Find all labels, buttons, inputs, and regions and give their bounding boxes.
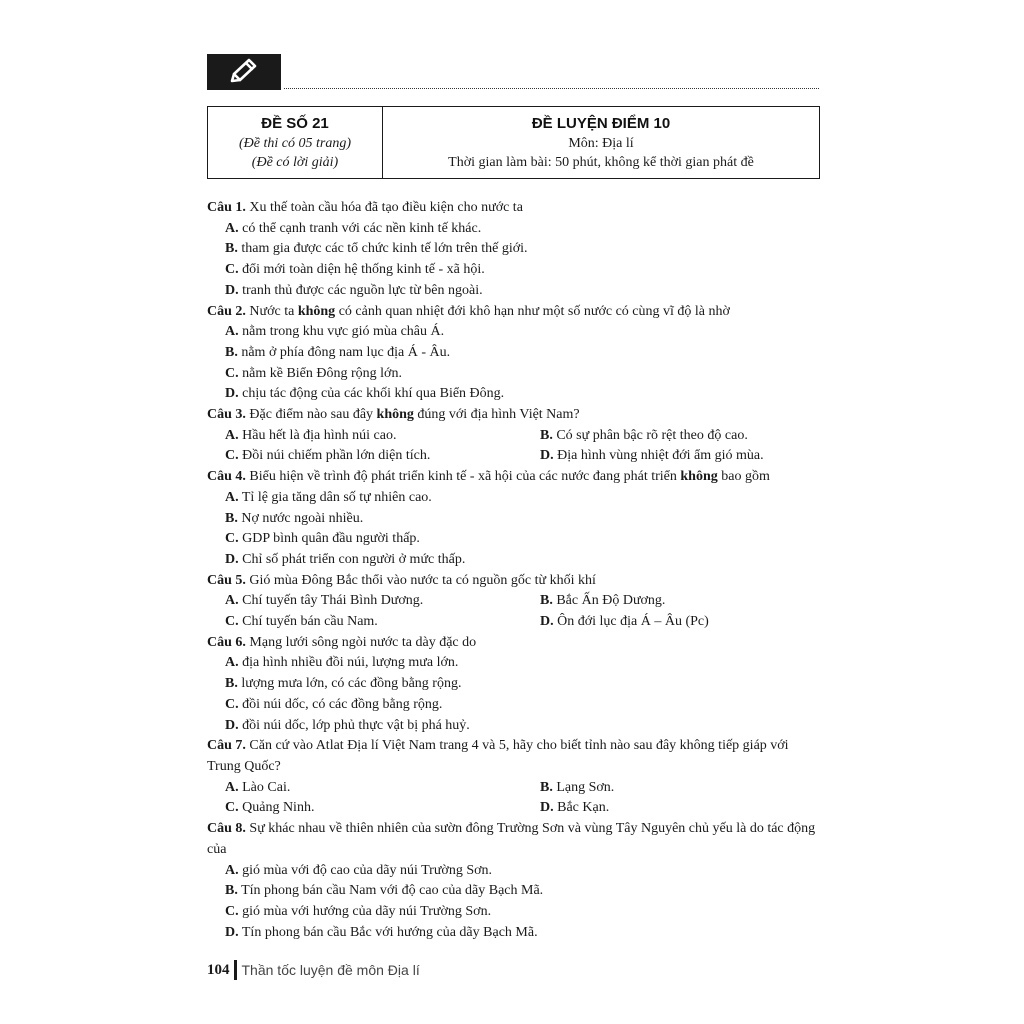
- option-text: Bắc Ấn Độ Dương.: [552, 593, 666, 609]
- option-text: đồi núi dốc, lớp phủ thực vật bị phá huỷ.: [238, 717, 470, 733]
- option-text: Tỉ lệ gia tăng dân số tự nhiên cao.: [238, 489, 432, 505]
- answer-option: [225, 591, 540, 612]
- answer-option: [225, 716, 820, 737]
- answer-option: [225, 281, 820, 302]
- answer-options: [207, 426, 820, 467]
- option-label: B.: [225, 344, 238, 360]
- option-text: gió mùa với độ cao của dãy núi Trường Sơn.: [238, 862, 493, 878]
- answer-option: [225, 488, 820, 509]
- option-label: B.: [540, 593, 553, 609]
- option-label: C.: [225, 448, 239, 464]
- question-text: bao gồm: [717, 469, 770, 485]
- answer-option: [225, 881, 820, 902]
- answer-option: [225, 778, 540, 799]
- answer-options: [207, 653, 820, 736]
- option-text: địa hình nhiều đồi núi, lượng mưa lớn.: [238, 655, 459, 671]
- option-text: Bắc Kạn.: [553, 800, 610, 816]
- answer-option: [225, 861, 820, 882]
- question-label: Câu 6.: [207, 634, 246, 650]
- option-label: A.: [225, 220, 239, 236]
- option-text: tham gia được các tổ chức kinh tế lớn trên thế giới.: [237, 241, 528, 257]
- answer-options: [207, 778, 820, 819]
- header-dotted-rule: [284, 88, 819, 89]
- question-label: Câu 4.: [207, 469, 246, 485]
- question-label: Câu 3.: [207, 407, 246, 423]
- option-text: Lạng Sơn.: [552, 779, 615, 795]
- option-text: Tín phong bán cầu Nam với độ cao của dãy Bạch Mã.: [237, 883, 544, 899]
- question-label: Câu 1.: [207, 200, 246, 215]
- question-list: [207, 198, 820, 943]
- option-label: A.: [225, 862, 239, 878]
- question-text: Biểu hiện về trình độ phát triển kinh tế - xã hội của các nước đang phát triển: [245, 469, 681, 485]
- option-label: B.: [540, 427, 553, 443]
- question-3: [207, 405, 820, 467]
- question-text: Sự khác nhau về thiên nhiên của sườn đông Trường Sơn và vùng Tây Nguyên chủ yếu là do tác động của: [207, 821, 816, 857]
- option-label: D.: [225, 282, 239, 298]
- book-title: Thần tốc luyện đề môn Địa lí: [241, 962, 420, 978]
- answer-option: [225, 612, 540, 633]
- option-text: Có sự phân bậc rõ rệt theo độ cao.: [552, 427, 748, 443]
- option-label: C.: [225, 696, 239, 712]
- answer-options: [207, 219, 820, 302]
- question-stem: [207, 571, 820, 592]
- answer-option: [225, 426, 540, 447]
- exam-number: ĐỀ SỐ 21: [261, 115, 329, 132]
- option-text: Chí tuyến bán cầu Nam.: [238, 614, 378, 630]
- option-text: nằm kề Biển Đông rộng lớn.: [238, 365, 402, 381]
- option-text: Lào Cai.: [238, 779, 291, 795]
- option-text: tranh thủ được các nguồn lực từ bên ngoài.: [238, 282, 483, 298]
- answer-option: [225, 219, 820, 240]
- question-stem: [207, 819, 820, 860]
- option-label: C.: [225, 903, 239, 919]
- answer-options: [207, 322, 820, 405]
- answer-option: [225, 239, 820, 260]
- question-label: Câu 5.: [207, 572, 246, 588]
- question-text: Gió mùa Đông Bắc thổi vào nước ta có nguồn gốc từ khối khí: [245, 572, 596, 588]
- question-stem: [207, 405, 820, 426]
- question-label: Câu 8.: [207, 821, 246, 837]
- question-text: đúng với địa hình Việt Nam?: [413, 407, 580, 423]
- option-text: lượng mưa lớn, có các đồng bằng rộng.: [237, 676, 462, 692]
- option-label: B.: [225, 510, 238, 526]
- answer-options: [207, 488, 820, 571]
- option-text: gió mùa với hướng của dãy núi Trường Sơn.: [238, 903, 492, 919]
- question-emphasis: không: [376, 407, 414, 423]
- option-text: nằm trong khu vực gió mùa châu Á.: [238, 324, 445, 340]
- option-label: D.: [540, 800, 554, 816]
- option-text: Đồi núi chiếm phần lớn diện tích.: [238, 448, 431, 464]
- option-text: chịu tác động của các khối khí qua Biển Đông.: [238, 386, 505, 402]
- question-stem: [207, 302, 820, 323]
- answer-option: [225, 653, 820, 674]
- page-number: 104: [207, 961, 230, 978]
- exam-title: ĐỀ LUYỆN ĐIỂM 10: [531, 115, 671, 132]
- option-text: Ôn đới lục địa Á – Âu (Pc): [553, 614, 709, 630]
- question-text: Đặc điểm nào sau đây: [245, 407, 377, 423]
- option-label: D.: [225, 551, 239, 567]
- option-label: D.: [225, 386, 239, 402]
- option-text: Chỉ số phát triển con người ở mức thấp.: [238, 551, 466, 567]
- solution-note: (Đề có lời giải): [251, 155, 339, 170]
- answer-option: [225, 384, 820, 405]
- question-8: [207, 819, 820, 943]
- answer-option: [225, 902, 820, 923]
- question-text: Nước ta: [245, 303, 298, 319]
- question-stem: [207, 198, 820, 219]
- option-label: A.: [225, 593, 239, 609]
- question-stem: [207, 633, 820, 654]
- exam-time: Thời gian làm bài: 50 phút, không kể thời gian phát đề: [448, 155, 754, 170]
- question-text: Căn cứ vào Atlat Địa lí Việt Nam trang 4 và 5, hãy cho biết tỉnh nào sau đây không tiếp giáp với Trung Quốc?: [207, 738, 789, 774]
- answer-option: [540, 778, 820, 799]
- answer-option: [225, 322, 820, 343]
- answer-option: [225, 674, 820, 695]
- answer-option: [225, 364, 820, 385]
- answer-option: [540, 591, 820, 612]
- question-7: [207, 736, 820, 819]
- option-label: A.: [225, 489, 239, 505]
- option-text: có thể cạnh tranh với các nền kinh tế khác.: [238, 220, 482, 236]
- question-text: có cảnh quan nhiệt đới khô hạn như một số nước có cùng vĩ độ là nhờ: [335, 303, 730, 319]
- option-text: nằm ở phía đông nam lục địa Á - Âu.: [237, 344, 451, 360]
- option-text: Quảng Ninh.: [238, 800, 315, 816]
- pages-note: (Đề thi có 05 trang): [239, 136, 351, 151]
- pencil-icon-box: [207, 54, 281, 90]
- answer-option: [225, 695, 820, 716]
- question-4: [207, 467, 820, 571]
- page-footer: [207, 960, 420, 980]
- option-label: C.: [225, 365, 239, 381]
- exam-title-cell: [383, 107, 819, 178]
- answer-option: [540, 426, 820, 447]
- question-1: [207, 198, 820, 302]
- pencil-icon: [224, 57, 264, 87]
- answer-option: [225, 798, 540, 819]
- option-label: B.: [225, 241, 238, 257]
- option-label: D.: [540, 614, 554, 630]
- question-5: [207, 571, 820, 633]
- option-label: C.: [225, 800, 239, 816]
- option-text: Hầu hết là địa hình núi cao.: [238, 427, 397, 443]
- question-label: Câu 7.: [207, 738, 246, 754]
- option-label: C.: [225, 614, 239, 630]
- question-stem: [207, 736, 820, 777]
- option-label: A.: [225, 655, 239, 671]
- question-2: [207, 302, 820, 406]
- answer-option: [540, 446, 820, 467]
- answer-option: [225, 923, 820, 944]
- answer-option: [540, 612, 820, 633]
- exam-subject: Môn: Địa lí: [568, 136, 634, 151]
- option-label: D.: [225, 924, 239, 940]
- exam-header-table: [207, 106, 820, 179]
- question-text: Mạng lưới sông ngòi nước ta dày đặc do: [245, 634, 477, 650]
- option-label: A.: [225, 324, 239, 340]
- option-text: Tín phong bán cầu Bắc với hướng của dãy Bạch Mã.: [238, 924, 538, 940]
- answer-option: [540, 798, 820, 819]
- option-text: đổi mới toàn diện hệ thống kinh tế - xã hội.: [238, 262, 485, 278]
- option-label: C.: [225, 531, 239, 547]
- answer-options: [207, 591, 820, 632]
- option-label: A.: [225, 779, 239, 795]
- option-label: A.: [225, 427, 239, 443]
- answer-option: [225, 529, 820, 550]
- option-label: D.: [540, 448, 554, 464]
- exam-info-cell: [208, 107, 383, 178]
- question-stem: [207, 467, 820, 488]
- option-label: B.: [225, 676, 238, 692]
- answer-option: [225, 446, 540, 467]
- option-text: Nợ nước ngoài nhiều.: [237, 510, 364, 526]
- answer-option: [225, 509, 820, 530]
- answer-option: [225, 550, 820, 571]
- question-emphasis: không: [297, 303, 336, 319]
- question-emphasis: không: [680, 469, 718, 485]
- option-text: GDP bình quân đầu người thấp.: [238, 531, 420, 547]
- question-label: Câu 2.: [207, 303, 246, 319]
- answer-option: [225, 260, 820, 281]
- option-text: Địa hình vùng nhiệt đới ẩm gió mùa.: [553, 448, 764, 464]
- option-label: C.: [225, 262, 239, 278]
- option-label: D.: [225, 717, 239, 733]
- option-text: đồi núi dốc, có các đồng bằng rộng.: [238, 696, 443, 712]
- question-6: [207, 633, 820, 737]
- option-label: B.: [540, 779, 553, 795]
- answer-options: [207, 861, 820, 944]
- option-label: B.: [225, 883, 238, 899]
- question-text: Xu thế toàn cầu hóa đã tạo điều kiện cho nước ta: [245, 200, 523, 215]
- answer-option: [225, 343, 820, 364]
- option-text: Chí tuyến tây Thái Bình Dương.: [238, 593, 424, 609]
- footer-divider: [234, 960, 237, 980]
